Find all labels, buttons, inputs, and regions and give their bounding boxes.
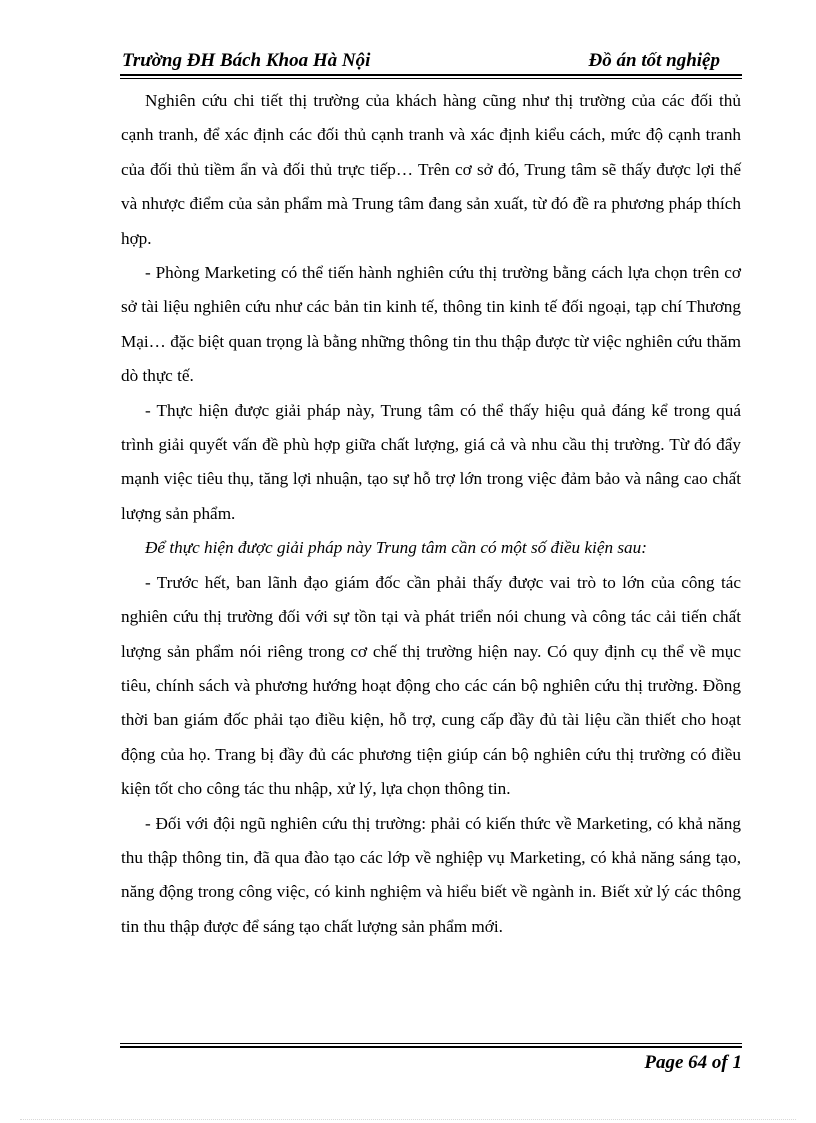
paragraph-market-research: Nghiên cứu chi tiết thị trường của khách hàng cũng như thị trường của các đối thủ cạnh tranh, để xác định các đối thủ cạnh tranh và xác định kiểu cách, mức độ cạnh tranh của đối thủ tiềm ẩn và đối thủ trực tiếp… Trên cơ sở đó, Trung tâm sẽ thấy được lợi thế và nhược điểm của sản phẩm mà Trung tâm đang sản xuất, từ đó đề ra phương pháp thích hợp. [121,91,741,248]
header-university: Trường ĐH Bách Khoa Hà Nội [122,50,371,71]
footer-rule-thick [120,1046,742,1048]
header-document-type: Đồ án tốt nghiệp [588,50,720,71]
header-rule-thick [120,74,742,76]
page-number: Page 64 of 1 [644,1052,742,1073]
page-edge-divider [20,1119,796,1120]
paragraph-conditions-heading: Để thực hiện được giải pháp này Trung tâm cần có một số điều kiện sau: [145,538,647,558]
page-header [120,50,742,76]
body-text [121,84,741,944]
paragraph-marketing-department: - Phòng Marketing có thể tiến hành nghiên cứu thị trường bằng cách lựa chọn trên cơ sở tài liệu nghiên cứu như các bản tin kinh tế, thông tin kinh tế đối ngoại, tạp chí Thương Mại… đặc biệt quan trọng là bằng những thông tin thu thập được từ việc nghiên cứu thăm dò thực tế. [121,263,741,386]
header-rule-thin [120,78,742,79]
paragraph-leadership: - Trước hết, ban lãnh đạo giám đốc cần phải thấy được vai trò to lớn của công tác nghiên cứu thị trường đối với sự tồn tại và phát triển nói chung và công tác cải tiến chất lượng sản phẩm nói riêng trong cơ chế thị trường hiện nay. Có quy định cụ thể về mục tiêu, chính sách và phương hướng hoạt động cho các cán bộ nghiên cứu thị trường. Đồng thời ban giám đốc phải tạo điều kiện, hỗ trợ, cung cấp đầy đủ tài liệu cần thiết cho hoạt động của họ. Trang bị đầy đủ các phương tiện giúp cán bộ nghiên cứu thị trường có điều kiện tốt cho công tác thu nhập, xử lý, lựa chọn thông tin. [121,572,741,799]
paragraph-research-staff: - Đối với đội ngũ nghiên cứu thị trường: phải có kiến thức về Marketing, có khả năng thu thập thông tin, đã qua đào tạo các lớp về nghiệp vụ Marketing, có khả năng sáng tạo, năng động trong công việc, có kinh nghiệm và hiểu biết về ngành in. Biết xử lý các thông tin thu thập được để sáng tạo chất lượng sản phẩm mới. [121,813,741,936]
footer-rule-thin [120,1043,742,1044]
paragraph-solution-effect: - Thực hiện được giải pháp này, Trung tâm có thể thấy hiệu quả đáng kể trong quá trình giải quyết vấn đề phù hợp giữa chất lượng, giá cả và nhu cầu thị trường. Từ đó đẩy mạnh việc tiêu thụ, tăng lợi nhuận, tạo sự hỗ trợ lớn trong việc đảm bảo và nâng cao chất lượng sản phẩm. [121,400,741,523]
